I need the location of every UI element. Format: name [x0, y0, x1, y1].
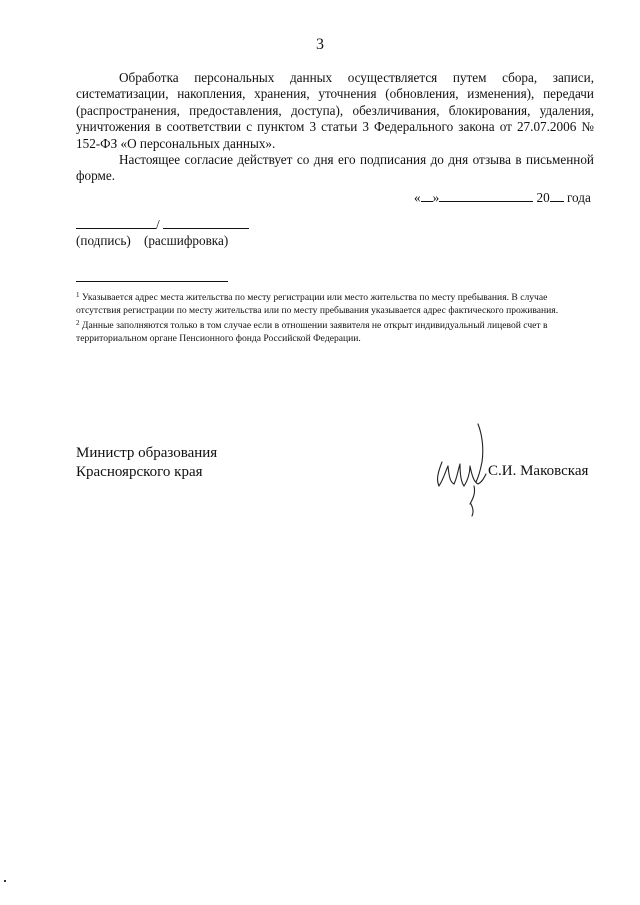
- decoding-label: (расшифровка): [143, 233, 229, 248]
- footnote-2-text: Данные заполняются только в том случае если в отношении заявителя не открыт индивидуальный лицевой счет в территориальном органе Пенсионного фонда Российской Федерации.: [76, 320, 548, 344]
- validity-paragraph: Настоящее согласие действует со дня его подписания до дня отзыва в письменной форме.: [76, 152, 594, 184]
- page-number: 3: [316, 36, 324, 53]
- footnote-2: [76, 317, 594, 345]
- signature-separator: /: [156, 217, 160, 232]
- signatory-name: С.И. Маковская: [488, 463, 589, 479]
- signatory-title: [76, 444, 217, 482]
- date-line: [414, 190, 591, 206]
- signature-lines: [76, 217, 249, 233]
- consent-body: [76, 70, 594, 185]
- month-blank: [439, 190, 533, 202]
- footnote-1: [76, 289, 594, 317]
- signature-labels: [76, 233, 228, 249]
- scan-speck: [4, 880, 6, 882]
- footnote-1-text: Указывается адрес места жительства по месту регистрации или место жительства по месту пребывания. В случае отсутствия регистрации по месту жительства или по месту пребывания указывается адрес фактического проживания.: [76, 292, 559, 316]
- signatory-title-line-2: Красноярского края: [76, 464, 203, 480]
- signatory-title-line-1: Министр образования: [76, 445, 218, 461]
- signature-blank: [76, 217, 156, 229]
- year-prefix: 20: [536, 190, 550, 205]
- footnote-rule: [76, 281, 228, 282]
- footnotes: [76, 289, 594, 345]
- footnote-1-mark: 1: [76, 291, 80, 299]
- day-blank: [421, 190, 433, 202]
- date-close-quote: »: [432, 190, 440, 205]
- year-suffix: года: [566, 190, 591, 205]
- signature-label: (подпись): [76, 233, 131, 248]
- processing-paragraph: Обработка персональных данных осуществляется путем сбора, записи, систематизации, накопления, хранения, уточнения (обновления, изменения), передачи (распространения, предоставления, доступа), обезличивания, блокирования, удаления, уничтожения в соответствии с пунктом 3 статьи 3 Федерального закона от 27.07.2006 № 152-ФЗ «О персональных данных».: [76, 70, 594, 151]
- footnote-2-mark: 2: [76, 319, 80, 328]
- decoding-blank: [163, 217, 249, 229]
- year-blank: [550, 190, 564, 202]
- date-open-quote: «: [414, 190, 421, 205]
